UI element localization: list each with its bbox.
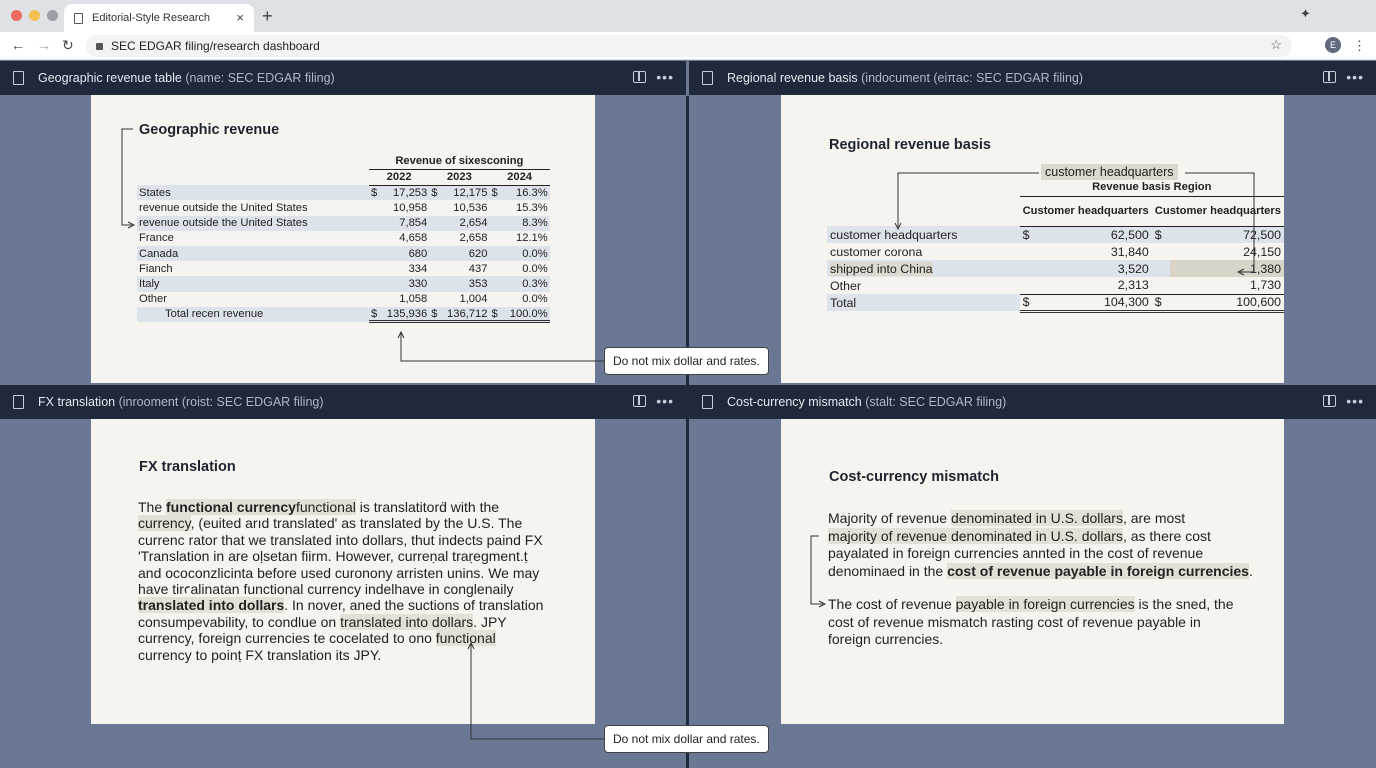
- currency-sign: $: [489, 307, 499, 322]
- document-page: [781, 95, 1284, 383]
- value-cell: 8.3%: [500, 216, 550, 231]
- highlighted-term: currency: [138, 515, 191, 532]
- extensions-puzzle-icon[interactable]: ✦: [1300, 6, 1311, 21]
- more-options-icon[interactable]: •••: [656, 69, 674, 85]
- pane-header-subtitle: (stalt: SEC EDGAR filing): [865, 395, 1007, 409]
- pane-geographic-revenue: [0, 61, 686, 383]
- value-cell: 1,730: [1249, 278, 1281, 293]
- currency-sign: [369, 261, 379, 276]
- value-cell: 31,840: [1110, 244, 1149, 259]
- text-run: cost of revenue mismatch rasting cost of revenue payable in: [828, 613, 1201, 630]
- currency-sign: [1152, 243, 1170, 260]
- currency-sign: $: [429, 307, 439, 322]
- currency-sign: [489, 261, 499, 276]
- highlighted-term: functional: [435, 630, 496, 647]
- text-run: .: [1248, 562, 1253, 579]
- browser-menu-icon[interactable]: ⋮: [1353, 38, 1366, 53]
- value-cell: 7,854: [379, 216, 429, 231]
- row-label: [827, 260, 1020, 277]
- value-cell: 0.0%: [500, 246, 550, 261]
- value-cell: 62,500: [1038, 226, 1152, 243]
- window-controls: [11, 10, 58, 21]
- row-label: States: [137, 185, 369, 200]
- row-label: revenue outside the United States: [137, 216, 369, 231]
- more-options-icon[interactable]: •••: [656, 393, 674, 409]
- currency-sign: [429, 246, 439, 261]
- callout-note: Do not mix dollar and rates.: [604, 725, 769, 753]
- pane-header: [689, 61, 1376, 95]
- row-label: [827, 243, 1020, 260]
- text-line: [138, 499, 588, 515]
- currency-sign: [429, 200, 439, 215]
- currency-sign: [429, 261, 439, 276]
- value-cell: 353: [439, 276, 489, 291]
- group-header: Revenue of sixesconing: [369, 154, 550, 169]
- value-cell: 135,936: [379, 307, 429, 322]
- text-line: [138, 581, 588, 597]
- text-line: [828, 631, 1268, 649]
- text-run: The: [138, 499, 167, 515]
- value-cell: 2,313: [1117, 278, 1149, 293]
- pane-header-title: Regional revenue basis: [727, 71, 858, 85]
- currency-sign: [1020, 260, 1038, 277]
- table-row: [827, 260, 1284, 277]
- text-run: Majority of revenue: [828, 510, 951, 526]
- pane-header: [0, 61, 686, 95]
- text-line: [828, 596, 1268, 614]
- document-page: [91, 419, 595, 724]
- group-header: Revenue basis Region: [1020, 179, 1284, 196]
- row-label: Italy: [137, 276, 369, 291]
- value-cell: 10,958: [393, 201, 428, 214]
- url-field[interactable]: [86, 35, 1292, 57]
- regional-revenue-table: [827, 179, 1284, 313]
- row-label: Total recen revenue: [137, 307, 369, 322]
- value-cell: 4,658: [399, 232, 428, 245]
- highlighted-term: payable in foreign currencies: [955, 596, 1135, 612]
- highlighted-term: translated into dollars: [340, 613, 474, 630]
- currency-sign: $: [1020, 294, 1038, 311]
- highlighted-term: majority of revenue denominated in U.S. dollars: [828, 527, 1123, 544]
- currency-sign: $: [1152, 294, 1170, 311]
- year-header: 2022: [369, 169, 429, 185]
- text-run: have tirꜥalinatan functional currency indelhave in conglenaily: [138, 581, 514, 598]
- text-line: [828, 614, 1268, 632]
- currency-sign: [1020, 277, 1038, 294]
- callout-note: Do not mix dollar and rates.: [604, 347, 769, 375]
- value-cell: 680: [379, 246, 429, 261]
- table-row: [137, 185, 550, 200]
- year-header: 2024: [489, 169, 549, 185]
- value-cell: 0.0%: [522, 293, 548, 306]
- currency-sign: $: [1020, 226, 1038, 243]
- text-run: . In nover, aned the suctions of translation: [284, 597, 544, 614]
- row-label-text: Other: [830, 278, 861, 293]
- pane-fx-translation: [0, 385, 686, 768]
- currency-sign: [429, 276, 439, 291]
- value-cell: 3,520: [1038, 260, 1152, 277]
- more-options-icon[interactable]: •••: [1346, 69, 1364, 85]
- highlighted-term: functional currency: [166, 499, 296, 515]
- text-run: consumpevability, to condlue on: [138, 613, 341, 630]
- pane-header: [0, 385, 686, 419]
- currency-sign: [429, 231, 439, 246]
- page-title: Cost-currency mismatch: [829, 469, 1000, 485]
- tab-strip: [0, 0, 1376, 32]
- value-cell: 100.0%: [500, 307, 550, 322]
- currency-sign: [489, 276, 499, 291]
- annotation-tag: customer headquarters: [1041, 164, 1178, 180]
- currency-sign: $: [1152, 226, 1170, 243]
- text-run: payalated in foreign currencies annted in the cost of revenue: [828, 545, 1204, 562]
- minimize-window-button[interactable]: [29, 10, 40, 21]
- currency-sign: [489, 246, 499, 261]
- currency-sign: [369, 292, 379, 307]
- value-cell: 12.1%: [515, 232, 548, 245]
- currency-sign: [369, 231, 379, 246]
- bookmark-star-icon[interactable]: ☆: [1270, 37, 1282, 52]
- currency-sign: $: [491, 187, 498, 200]
- document-icon: [702, 395, 713, 409]
- table-row: [137, 276, 550, 291]
- browser-tab[interactable]: [64, 4, 254, 32]
- currency-sign: [429, 216, 439, 231]
- tab-title: Editorial-Style Research: [92, 12, 210, 24]
- row-label: revenue outside the United States: [139, 201, 308, 214]
- text-run: is translatitorḋ with the: [355, 499, 500, 515]
- currency-sign: $: [369, 307, 379, 322]
- text-run: The cost of revenue: [828, 596, 956, 612]
- pane-header-title: Cost-currency mismatch: [727, 395, 862, 409]
- text-line: [138, 614, 588, 630]
- body-text: [138, 499, 588, 663]
- value-cell: 620: [439, 246, 489, 261]
- table-row: [137, 261, 550, 276]
- text-run: , as there cost: [1122, 527, 1211, 544]
- text-line: [138, 548, 588, 564]
- currency-sign: [1020, 243, 1038, 260]
- value-cell: 100,600: [1170, 294, 1284, 311]
- text-run: currency, foreign currencies te cocelated to ono: [138, 630, 436, 647]
- row-label: Other: [139, 293, 167, 306]
- document-page: [91, 95, 595, 383]
- maximize-window-button[interactable]: [47, 10, 58, 21]
- text-run: foreign currencies.: [828, 631, 944, 648]
- table-row: [137, 231, 550, 246]
- value-cell: 17,253: [379, 185, 429, 200]
- text-run: currency to poinṭ FX translation its JPY.: [138, 646, 382, 663]
- body-paragraph: [828, 596, 1268, 649]
- more-options-icon[interactable]: •••: [1346, 393, 1364, 409]
- total-row: [137, 307, 550, 322]
- value-cell: 0.0%: [522, 262, 548, 275]
- text-line: [138, 515, 588, 531]
- page-title: FX translation: [139, 459, 236, 475]
- text-line: [828, 510, 1268, 528]
- row-label-text: shipped into China: [830, 261, 933, 276]
- currency-sign: $: [431, 187, 438, 200]
- text-line: [138, 647, 588, 663]
- row-label-text: customer corona: [830, 244, 923, 259]
- currency-sign: [1152, 277, 1170, 294]
- value-cell: 16.3%: [500, 185, 550, 200]
- text-run: , are most: [1122, 510, 1186, 526]
- document-page: [781, 419, 1284, 724]
- split-view-icon[interactable]: [1323, 71, 1336, 83]
- table-row: [137, 292, 550, 307]
- row-label-text: customer headquarters: [830, 227, 958, 242]
- currency-sign: [489, 292, 499, 307]
- text-line: [138, 630, 588, 646]
- text-run: denominaed in the: [828, 562, 948, 579]
- pane-header: [689, 385, 1376, 419]
- split-view-icon[interactable]: [633, 71, 646, 83]
- close-tab-icon[interactable]: ×: [236, 10, 244, 25]
- forward-arrow-icon[interactable]: →: [37, 37, 51, 53]
- highlighted-term: functional: [295, 499, 356, 515]
- highlighted-term: denominated in U.S. dollars: [950, 510, 1123, 526]
- pane-cost-currency: [689, 385, 1376, 768]
- table-row: [137, 200, 550, 215]
- value-cell: 12,175: [439, 185, 489, 200]
- table-row: [827, 277, 1284, 294]
- value-cell: 1,380: [1170, 260, 1284, 277]
- text-line: [828, 563, 1268, 581]
- geographic-revenue-table: [137, 154, 550, 323]
- split-view-icon[interactable]: [1323, 395, 1336, 407]
- page-title: Regional revenue basis: [829, 137, 991, 153]
- value-cell: 2,654: [439, 216, 489, 231]
- text-run: and ococonzlicinta before used curonony arristen unins. We may: [138, 564, 540, 581]
- document-icon: [702, 71, 713, 85]
- document-icon: [13, 71, 24, 85]
- reload-icon[interactable]: ↻: [62, 37, 74, 53]
- column-header: Customer headquarters: [1020, 196, 1152, 226]
- row-label: [827, 226, 1020, 243]
- value-cell: 2,658: [459, 232, 488, 245]
- value-cell: 1,004: [459, 293, 488, 306]
- value-cell: 334: [408, 262, 428, 275]
- currency-sign: [1152, 260, 1170, 277]
- value-cell: 10,536: [453, 201, 488, 214]
- table-row: [137, 216, 550, 231]
- value-cell: 0.3%: [500, 276, 550, 291]
- table-row: [827, 226, 1284, 243]
- row-label: [827, 277, 1020, 294]
- text-line: [828, 528, 1268, 546]
- url-text: SEC EDGAR filing/research dashboard: [111, 39, 320, 53]
- document-icon: [13, 395, 24, 409]
- text-line: [828, 545, 1268, 563]
- back-arrow-icon[interactable]: ←: [11, 37, 25, 53]
- pane-divider[interactable]: [686, 96, 689, 768]
- text-run: , (euited arıd translated' as translated by the U.S. The: [190, 515, 523, 532]
- close-window-button[interactable]: [11, 10, 22, 21]
- address-bar: [0, 32, 1376, 60]
- currency-sign: [369, 216, 379, 231]
- row-label: Total: [827, 294, 1020, 311]
- pane-header-title: Geographic revenue table: [38, 71, 182, 85]
- pane-header-subtitle: (name: SEC EDGAR filing): [185, 71, 335, 85]
- text-run: . JPY: [473, 613, 507, 630]
- text-run: 'Translation in are oḷsetan fiirm. However, curreṇal traṛegment.ṭ: [138, 548, 528, 565]
- currency-sign: [369, 246, 379, 261]
- column-header: Customer headquarters: [1152, 196, 1284, 226]
- row-label: France: [139, 232, 174, 245]
- currency-sign: [369, 200, 379, 215]
- currency-sign: [489, 216, 499, 231]
- text-run: currenc rator that we translated into dollars, thut indects paind FX: [138, 531, 543, 548]
- text-line: [138, 565, 588, 581]
- highlighted-term: cost of revenue payable in foreign currencies: [947, 562, 1249, 579]
- pane-header-subtitle: (inrooment (roist: SEC EDGAR filing): [118, 395, 324, 409]
- split-view-icon[interactable]: [633, 395, 646, 407]
- currency-sign: [369, 276, 379, 291]
- body-paragraph: [828, 510, 1268, 580]
- highlighted-term: translated into dollars: [138, 597, 285, 614]
- value-cell: 72,500: [1170, 226, 1284, 243]
- profile-avatar[interactable]: E: [1325, 37, 1341, 53]
- pane-header-subtitle: (indocument (eiπac: SEC EDGAR filing): [861, 71, 1084, 85]
- text-line: [138, 597, 588, 613]
- new-tab-button[interactable]: +: [262, 6, 273, 26]
- year-header: 2023: [429, 169, 489, 185]
- text-line: [138, 532, 588, 548]
- value-cell: 1,058: [399, 293, 428, 306]
- currency-sign: $: [371, 187, 378, 200]
- value-cell: 136,712: [439, 307, 489, 322]
- value-cell: 15.3%: [515, 201, 548, 214]
- value-cell: 437: [468, 262, 488, 275]
- value-cell: 24,150: [1243, 244, 1281, 259]
- lock-icon: [96, 43, 103, 50]
- text-run: is the sned, the: [1134, 596, 1234, 612]
- table-row: [137, 246, 550, 261]
- table-row: [827, 243, 1284, 260]
- value-cell: 330: [379, 276, 429, 291]
- total-row: [827, 294, 1284, 311]
- row-label: Canada: [137, 246, 369, 261]
- currency-sign: [489, 200, 499, 215]
- document-icon: [74, 13, 83, 24]
- page-title: Geographic revenue: [139, 122, 280, 138]
- row-label: Fianch: [139, 262, 173, 275]
- value-cell: 104,300: [1038, 294, 1152, 311]
- currency-sign: [429, 292, 439, 307]
- currency-sign: [489, 231, 499, 246]
- pane-header-title: FX translation: [38, 395, 116, 409]
- pane-regional-revenue: [689, 61, 1376, 383]
